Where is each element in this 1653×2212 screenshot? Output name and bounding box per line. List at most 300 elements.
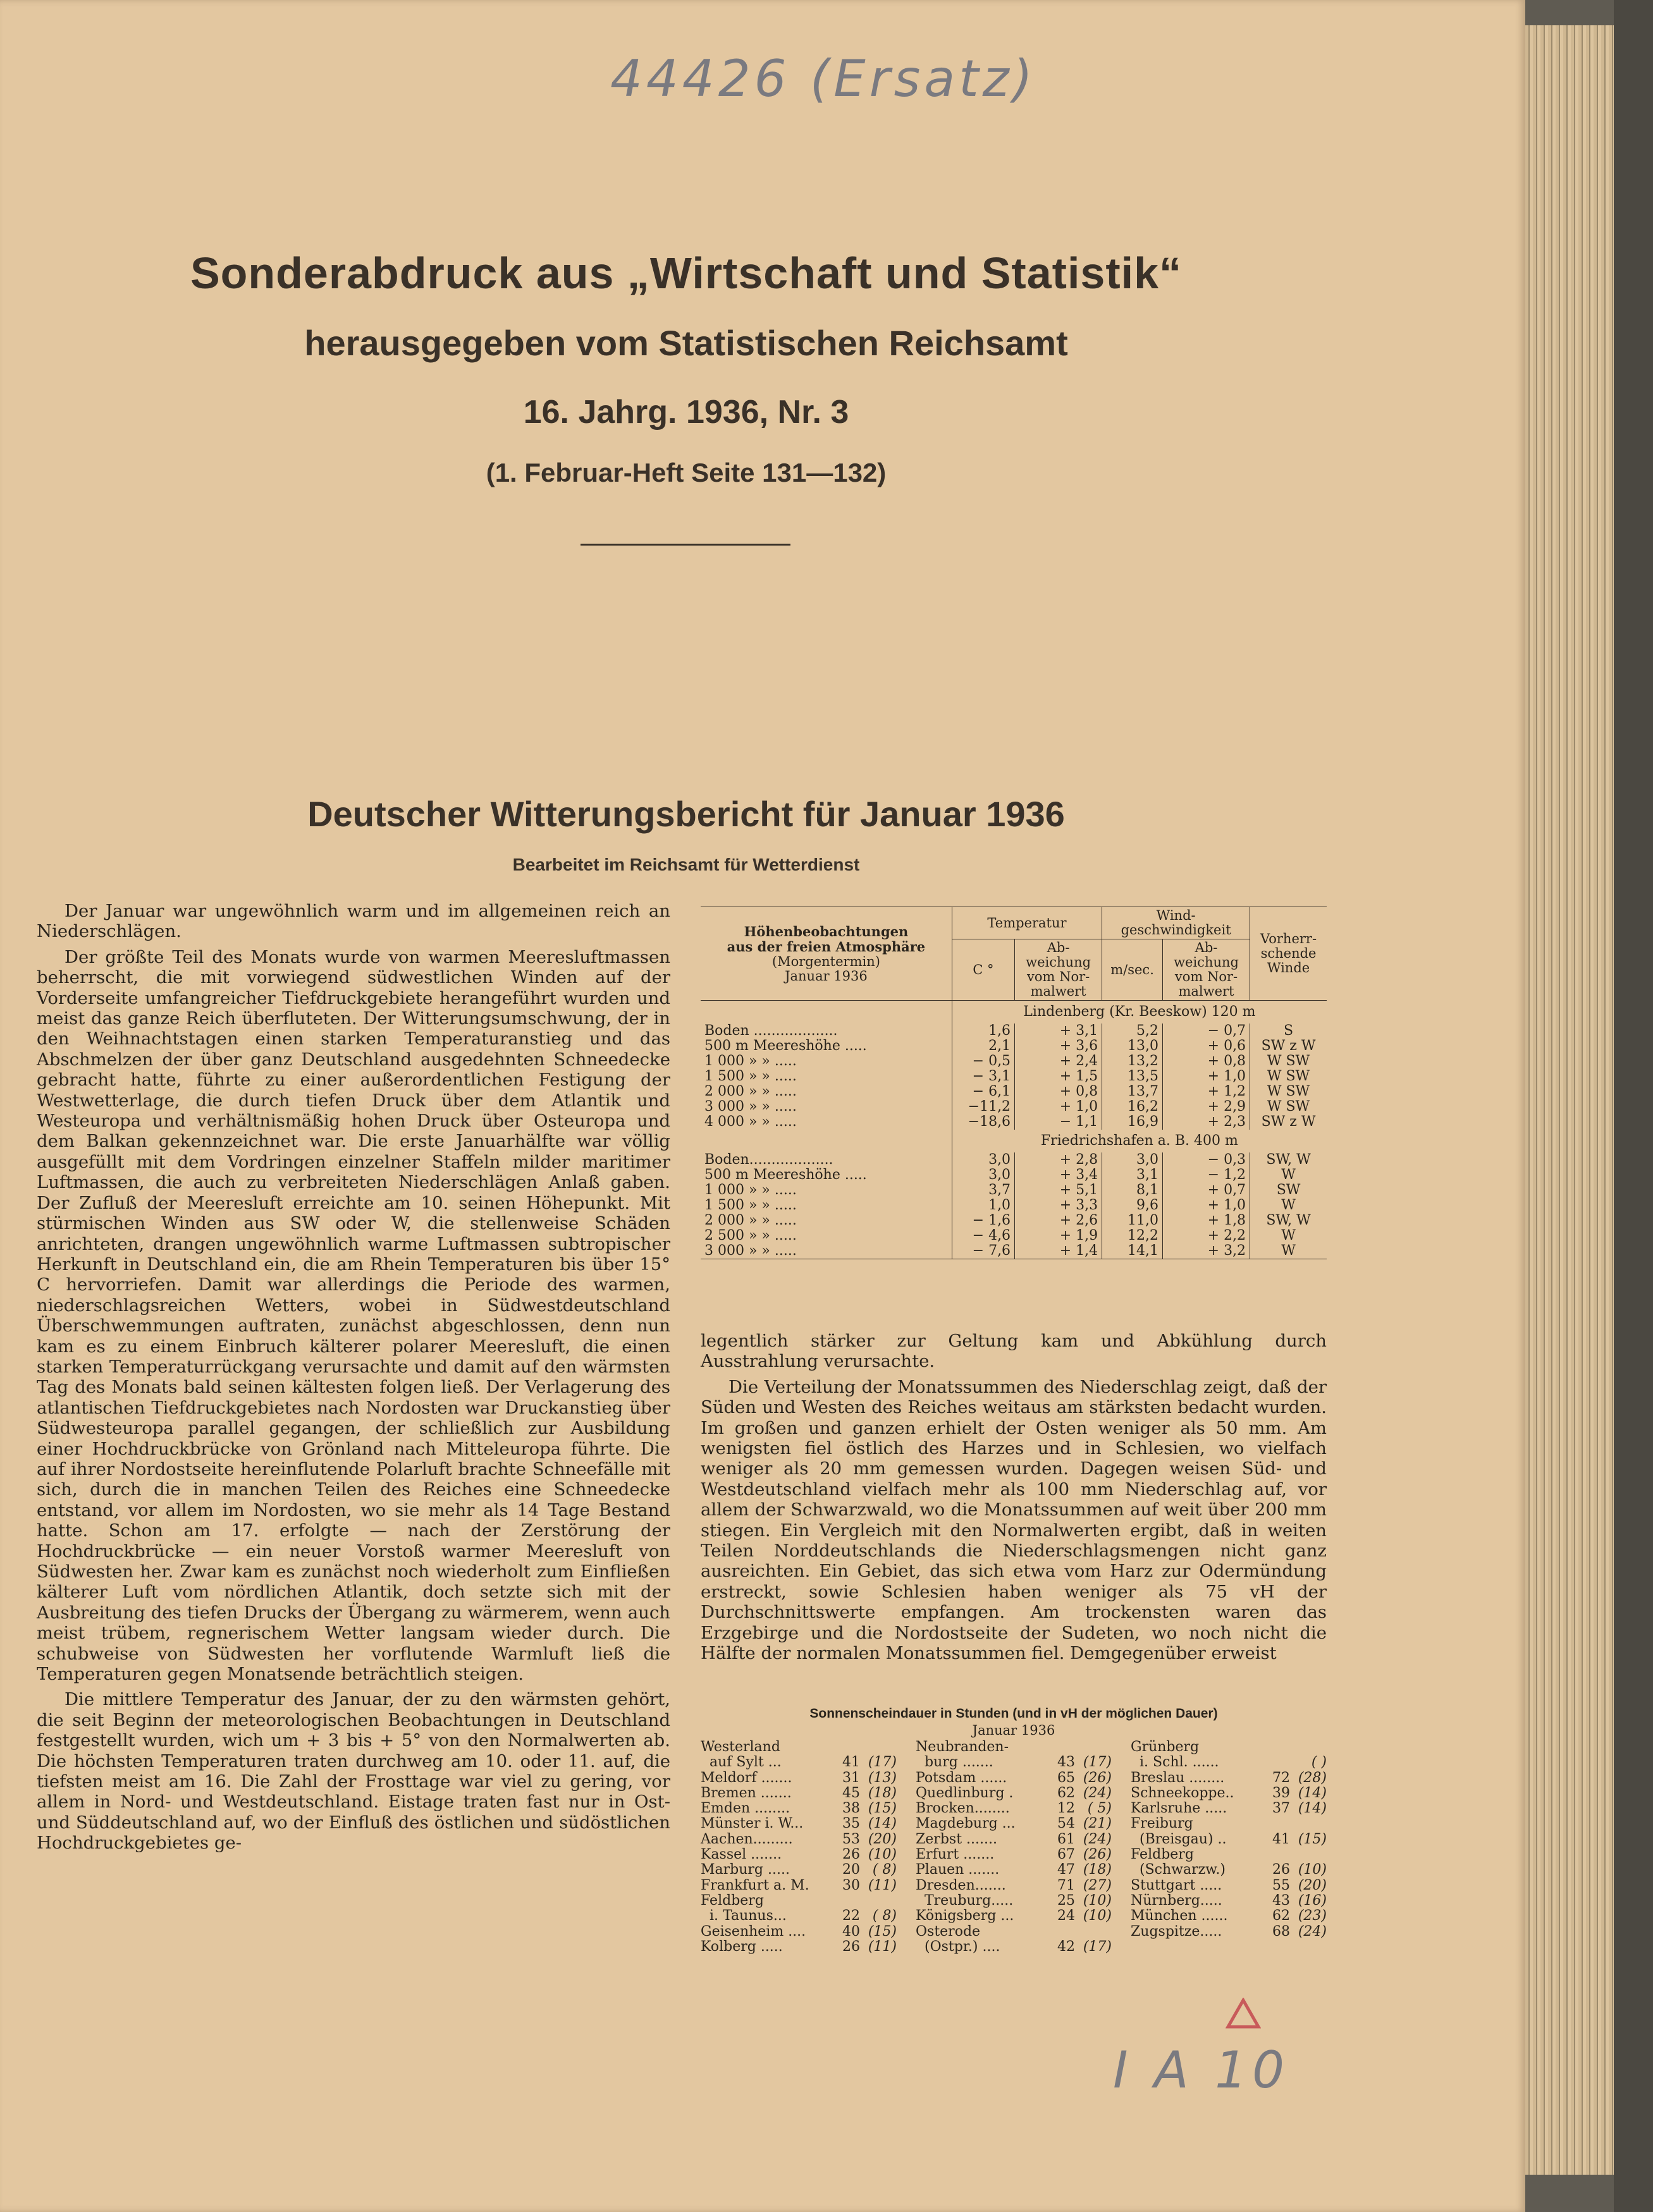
head-line: aus der freien Atmosphäre: [727, 938, 926, 955]
cell: + 5,1: [1015, 1183, 1102, 1198]
cell: + 2,8: [1015, 1152, 1102, 1168]
sunshine-row: [916, 1801, 1112, 1816]
sunshine-row: [701, 1878, 897, 1893]
head-line: Vorherr-: [1260, 931, 1317, 946]
sunshine-hours: 37: [1272, 1800, 1290, 1817]
table-row: [701, 1183, 1327, 1198]
sunshine-hours: 72: [1272, 1769, 1290, 1786]
sunshine-row: [1131, 1924, 1327, 1940]
cell: + 1,0: [1162, 1198, 1250, 1213]
paragraph: Der Januar war ungewöhnlich warm und im allgemeinen reich an Niederschlägen.: [37, 901, 670, 942]
sunshine-values: [1055, 1893, 1112, 1909]
table-row: [701, 1069, 1327, 1084]
cell: 2,1: [952, 1039, 1014, 1054]
table-row: [701, 1198, 1327, 1213]
cell: 3,0: [952, 1168, 1014, 1183]
cell: − 6,1: [952, 1084, 1014, 1099]
sunshine-percent: (20): [868, 1831, 897, 1847]
station-name: Schneekoppe..: [1131, 1785, 1234, 1801]
sunshine-values: [1055, 1924, 1112, 1940]
handwritten-catalog-number: 44426 (Ersatz): [610, 49, 1036, 108]
cell: + 0,7: [1162, 1183, 1250, 1198]
sunshine-row: [1131, 1878, 1327, 1893]
cell: + 3,3: [1015, 1198, 1102, 1213]
sunshine-percent: (11): [868, 1877, 897, 1893]
sunshine-column: [701, 1740, 897, 1955]
sunshine-percent: (20): [1298, 1877, 1327, 1893]
cell: + 1,8: [1162, 1213, 1250, 1228]
cell: + 2,2: [1162, 1228, 1250, 1243]
table-head-degrees: C °: [952, 939, 1014, 1001]
volume-heading: 16. Jahrg. 1936, Nr. 3: [523, 394, 849, 431]
table-row: [701, 1228, 1327, 1243]
station-name: Westerland: [701, 1739, 780, 1755]
sunshine-row: [701, 1893, 897, 1909]
sunshine-row: [701, 1847, 897, 1862]
sunshine-row: [701, 1786, 897, 1801]
sunshine-hours: 65: [1057, 1769, 1075, 1786]
sunshine-hours: 25: [1057, 1892, 1075, 1909]
table-head-temperature: Temperatur: [952, 907, 1102, 939]
sunshine-row: [916, 1740, 1112, 1755]
station-name: Osterode: [916, 1923, 981, 1940]
station-name: Freiburg: [1131, 1816, 1193, 1832]
left-text-column: [37, 901, 670, 1859]
sunshine-hours: 62: [1057, 1785, 1075, 1801]
sunshine-percent: (24): [1083, 1785, 1112, 1801]
table-row: [701, 1168, 1327, 1183]
sunshine-row: [1131, 1847, 1327, 1862]
upper-air-observations-table: [701, 907, 1327, 1259]
head-line: malwert: [1030, 984, 1086, 999]
sunshine-values: [1055, 1940, 1112, 1955]
cell: 500 m Meereshöhe .....: [704, 1038, 867, 1054]
sunshine-percent: (18): [1083, 1862, 1112, 1878]
sunshine-values: [1055, 1786, 1112, 1801]
head-line: weichung: [1026, 955, 1091, 970]
sunshine-row: [1131, 1740, 1327, 1755]
sunshine-values: [840, 1755, 897, 1770]
cell: 1,0: [952, 1198, 1014, 1213]
station-name: Kassel .......: [701, 1847, 782, 1863]
station-name: Kolberg .....: [701, 1938, 783, 1955]
cell: S: [1250, 1024, 1327, 1039]
cell: W SW: [1250, 1054, 1327, 1069]
sunshine-hours: 31: [842, 1769, 860, 1786]
sunshine-percent: (14): [1298, 1800, 1327, 1817]
cell: 2 000 » » .....: [704, 1213, 797, 1228]
sunshine-table: [701, 1706, 1327, 1955]
cell: 3,0: [952, 1152, 1014, 1168]
sunshine-row: [916, 1940, 1112, 1955]
sunshine-hours: 30: [842, 1877, 860, 1893]
head-line: schende: [1260, 946, 1317, 961]
sunshine-values: [1270, 1878, 1327, 1893]
station-name: Dresden.......: [916, 1877, 1006, 1893]
sunshine-percent: (18): [868, 1785, 897, 1801]
sunshine-percent: (21): [1083, 1816, 1112, 1832]
sunshine-percent: (16): [1298, 1892, 1327, 1909]
sunshine-percent: (26): [1083, 1847, 1112, 1863]
paragraph: Der größte Teil des Monats wurde von warmen Meeresluftmassen beherrscht, die mit vorwiegend südwestlichen Winden auf der Vorderseite umfangreicher Tiefdruckgebiete herangeführt wurden und meist das ganze Reich überfluteten. Der Witterungsumschwung, der in den Weihnachtstagen einen starken Temperaturanstieg und das Abschmelzen der über ganz Deutschland ausgedehnten Schneedecke gebracht hatte, führte zu einer außerordentlichen Festigung der Westwetterlage, die durch tiefen Druck über dem Atlantik und Westeuropa und verhältnismäßig hohen Druck über Osteuropa und dem Balkan gekennzeichnet war. Die erste Januarhälfte war völlig ausgefüllt mit dem Vordringen einzelner Staffeln milder maritimer Luftmassen, die auch zu verbreiteten Niederschlägen Anlaß gaben. Der Zufluß der Meeresluft erreichte am 10. seinen Höhepunkt. Mit stürmischen Winden aus SW oder W, die stellenweise Schäden anrichteten, drangen ungewöhnlich warme Luftmassen subtropischer Herkunft in Deutschland ein, die am Rhein Temperaturen bis über 15° C hervorriefen. Damit war allerdings die Periode des warmen, niederschlagsreichen Wetters, wobei in Südwestdeutschland Überschwemmungen auftraten, zunächst abgeschlossen, denn nun kam es zu einem Einbruch kälterer polarer Meeresluft, die einen starken Temperaturrückgang verursachte und damit auf den wärmsten Tag des Monats bald seinen kältesten folgen ließ. Der Verlagerung des atlantischen Tiefdruckgebietes nach Nordosten war Druckanstieg über Südwesteuropa parallel gegangen, der schließlich zur Ausbildung einer Hochdruckbrücke von Grönland nach Mitteleuropa führte. Die auf ihrer Nordostseite hereinflutende Polarluft brachte Schneefälle mit sich, durch die in manchen Teilen des Reiches eine Schneedecke entstand, vor allem im Nordosten, wo sie mehr als 14 Tage Bestand hatte. Schon am 17. erfolgte — nach der Zerstörung der Hochdruckbrücke — ein neuer Vorstoß warmer Meeresluft von Südwesten her. Zwar kam es zunächst noch wiederholt zum Einfließen kälterer Luft vom nördlichen Atlantik, doch setzte sich mit der Ausbreitung des tiefen Drucks der Übergang zu wärmerem, wenn auch meist trübem, regnerischem Wetter langsam wieder durch. Die schubweise von Südwesten her vorflutende Warmluft ließ die Temperaturen gegen Monatsende beträchtlich steigen.: [37, 946, 670, 1685]
sunshine-hours: 67: [1057, 1847, 1075, 1863]
station-name: Geisenheim ....: [701, 1923, 806, 1940]
station-name: Stuttgart .....: [1131, 1877, 1222, 1893]
station-name: Brocken........: [916, 1800, 1010, 1817]
station-name: Zerbst .......: [916, 1831, 997, 1847]
cell: 2 000 » » .....: [704, 1084, 797, 1099]
sunshine-row: [1131, 1801, 1327, 1816]
red-triangle-mark: [1226, 1998, 1261, 2029]
sunshine-values: [1055, 1801, 1112, 1816]
station-name: (Breisgau) ..: [1131, 1831, 1227, 1847]
cell: Boden...................: [704, 1152, 833, 1168]
cell: 5,2: [1102, 1024, 1163, 1039]
page-edges: [1525, 25, 1614, 2175]
station-heading: Lindenberg (Kr. Beeskow) 120 m: [952, 1001, 1327, 1024]
station-name: Neubranden-: [916, 1739, 1009, 1755]
sunshine-row: [701, 1924, 897, 1940]
sunshine-percent: (11): [868, 1938, 897, 1955]
station-name: Nürnberg.....: [1131, 1892, 1222, 1909]
sunshine-values: [1055, 1909, 1112, 1924]
cell: W SW: [1250, 1084, 1327, 1099]
sunshine-values: [1270, 1847, 1327, 1862]
station-name: Treuburg.....: [916, 1892, 1014, 1909]
paragraph: legentlich stärker zur Geltung kam und Abkühlung durch Ausstrahlung verursachte.: [701, 1331, 1327, 1372]
station-name: Frankfurt a. M.: [701, 1877, 809, 1893]
sunshine-row: [916, 1878, 1112, 1893]
sunshine-row: [701, 1862, 897, 1878]
cell: 9,6: [1102, 1198, 1163, 1213]
cell: + 1,2: [1162, 1084, 1250, 1099]
cell: 12,2: [1102, 1228, 1163, 1243]
sunshine-row: [701, 1816, 897, 1831]
sunshine-hours: 41: [842, 1754, 860, 1771]
cell: 500 m Meereshöhe .....: [704, 1167, 867, 1183]
cell: + 0,6: [1162, 1039, 1250, 1054]
sunshine-row: [1131, 1755, 1327, 1770]
station-name: Emden ........: [701, 1800, 790, 1817]
sunshine-percent: (24): [1083, 1831, 1112, 1847]
sunshine-percent: (15): [1298, 1831, 1327, 1847]
table-row: [701, 1213, 1327, 1228]
sunshine-percent: (15): [868, 1800, 897, 1817]
station-name: Feldberg: [1131, 1847, 1194, 1863]
station-name: Münster i. W...: [701, 1816, 804, 1832]
sunshine-percent: (10): [1298, 1862, 1327, 1878]
sunshine-values: [1055, 1740, 1112, 1755]
station-name: i. Taunus...: [701, 1908, 787, 1924]
table-row: [701, 1039, 1327, 1054]
cell: − 1,1: [1015, 1115, 1102, 1130]
sunshine-row: [916, 1755, 1112, 1770]
table-head-wind: [1102, 907, 1250, 939]
right-text-column: [701, 1331, 1327, 1669]
sunshine-values: [840, 1740, 897, 1755]
sunshine-values: [840, 1801, 897, 1816]
cell: SW: [1250, 1183, 1327, 1198]
station-heading: Friedrichshafen a. B. 400 m: [952, 1130, 1327, 1152]
book-binding: [1614, 0, 1653, 2212]
sunshine-values: [1055, 1847, 1112, 1862]
cell: 2 500 » » .....: [704, 1228, 797, 1243]
station-name: Bremen .......: [701, 1785, 792, 1801]
sunshine-percent: (15): [868, 1923, 897, 1940]
head-line: (Morgentermin): [771, 953, 880, 969]
sunshine-subtitle: Januar 1936: [972, 1723, 1055, 1738]
station-name: Magdeburg ...: [916, 1816, 1016, 1832]
cell: Boden ...................: [704, 1023, 838, 1039]
sunshine-percent: (23): [1298, 1908, 1327, 1924]
sunshine-row: [701, 1740, 897, 1755]
station-name: Breslau ........: [1131, 1769, 1225, 1786]
table-row: [701, 1024, 1327, 1039]
cell: + 2,3: [1162, 1115, 1250, 1130]
station-name: Königsberg ...: [916, 1908, 1014, 1924]
sunshine-hours: 40: [842, 1923, 860, 1940]
sunshine-row: [916, 1832, 1112, 1847]
reprint-heading: Sonderabdruck aus „Wirtschaft und Statistik“: [190, 248, 1183, 298]
table-row: [701, 1054, 1327, 1069]
publisher-heading: herausgegeben vom Statistischen Reichsamt: [304, 323, 1068, 363]
handwritten-shelf-mark: I A 10: [1113, 2041, 1289, 2099]
station-name: Plauen .......: [916, 1862, 1000, 1878]
sunshine-values: [1270, 1909, 1327, 1924]
sunshine-hours: 45: [842, 1785, 860, 1801]
article-title: Deutscher Witterungsbericht für Januar 1936: [307, 794, 1065, 834]
cell: − 1,6: [952, 1213, 1014, 1228]
station-name: i. Schl. ......: [1131, 1754, 1219, 1771]
cell: 3 000 » » .....: [704, 1243, 797, 1259]
table-head-deviation: [1162, 939, 1250, 1001]
sunshine-row: [701, 1801, 897, 1816]
paragraph: Die Verteilung der Monatssummen des Niederschlag zeigt, daß der Süden und Westen des Reiches weitaus am stärksten bedacht wurden. Im großen und ganzen erhielt der Osten weniger als 50 mm. Am wenigsten fiel östlich des Harzes und in Schlesien, wo vielfach weniger als 20 mm gemessen wurden. Dagegen weisen Süd- und Westdeutschland vielfach mehr als 100 mm Niederschlag auf, vor allem der Schwarzwald, wo die Monatssummen auf weit über 200 mm stiegen. Ein Vergleich mit den Normalwerten ergibt, daß in weiten Teilen Norddeutschlands die Niederschlagsmengen nicht ganz ausreichten. Ein Gebiet, das sich etwa vom Harz zur Odermündung erstreckt, sowie Schlesien haben weniger als 75 vH der Durchschnittswerte empfangen. Am trockensten waren das Erzgebirge und die Nordostseite der Sudeten, wo noch nicht die Hälfte der normalen Monatssummen fiel. Demgegenüber erweist: [701, 1376, 1327, 1664]
table-row: [701, 1115, 1327, 1130]
cell: 3,0: [1102, 1152, 1163, 1168]
sunshine-row: [1131, 1862, 1327, 1878]
sunshine-hours: 39: [1272, 1785, 1290, 1801]
cell: + 0,8: [1015, 1084, 1102, 1099]
sunshine-values: [840, 1893, 897, 1909]
cell: − 0,3: [1162, 1152, 1250, 1168]
sunshine-values: [1055, 1816, 1112, 1831]
cell: 3,7: [952, 1183, 1014, 1198]
sunshine-percent: ( 8): [872, 1862, 897, 1878]
cell: −11,2: [952, 1099, 1014, 1115]
sunshine-values: [840, 1924, 897, 1940]
cell: 1 000 » » .....: [704, 1182, 797, 1198]
cell: 16,2: [1102, 1099, 1163, 1115]
sunshine-row: [916, 1909, 1112, 1924]
cell: + 3,1: [1015, 1024, 1102, 1039]
station-name: Karlsruhe .....: [1131, 1800, 1227, 1817]
sunshine-row: [916, 1924, 1112, 1940]
sunshine-hours: 12: [1057, 1800, 1075, 1817]
sunshine-percent: (13): [868, 1769, 897, 1786]
sunshine-values: [840, 1862, 897, 1878]
cell: 8,1: [1102, 1183, 1163, 1198]
station-name: Marburg .....: [701, 1862, 790, 1878]
sunshine-percent: (14): [1298, 1785, 1327, 1801]
issue-pages-heading: (1. Februar-Heft Seite 131—132): [486, 458, 887, 487]
sunshine-hours: 24: [1057, 1908, 1075, 1924]
cell: 1,6: [952, 1024, 1014, 1039]
cell: − 3,1: [952, 1069, 1014, 1084]
sunshine-hours: 62: [1272, 1908, 1290, 1924]
cell: + 2,6: [1015, 1213, 1102, 1228]
cell: − 0,5: [952, 1054, 1014, 1069]
station-name: Grünberg: [1131, 1739, 1200, 1755]
sunshine-percent: (10): [868, 1847, 897, 1863]
sunshine-hours: 47: [1057, 1862, 1075, 1878]
head-line: geschwindigkeit: [1121, 922, 1231, 938]
sunshine-values: [1055, 1832, 1112, 1847]
sunshine-values: [840, 1909, 897, 1924]
head-line: Höhenbeobachtungen: [744, 923, 909, 939]
sunshine-hours: 53: [842, 1831, 860, 1847]
sunshine-percent: (26): [1083, 1769, 1112, 1786]
sunshine-hours: 41: [1272, 1831, 1290, 1847]
sunshine-row: [701, 1940, 897, 1955]
sunshine-row: [701, 1771, 897, 1786]
cell: + 2,9: [1162, 1099, 1250, 1115]
sunshine-percent: (10): [1083, 1892, 1112, 1909]
cell: 3 000 » » .....: [704, 1099, 797, 1115]
cell: + 1,0: [1015, 1099, 1102, 1115]
sunshine-percent: (17): [1083, 1938, 1112, 1955]
sunshine-hours: 22: [842, 1908, 860, 1924]
station-name: (Schwarzw.): [1131, 1862, 1226, 1878]
sunshine-row: [1131, 1771, 1327, 1786]
station-name: Aachen.........: [701, 1831, 793, 1847]
cell: −18,6: [952, 1115, 1014, 1130]
sunshine-hours: 26: [1272, 1862, 1290, 1878]
sunshine-percent: (17): [868, 1754, 897, 1771]
cell: − 7,6: [952, 1243, 1014, 1259]
cell: W: [1250, 1168, 1327, 1183]
sunshine-hours: 35: [842, 1816, 860, 1832]
cell: 16,9: [1102, 1115, 1163, 1130]
table-head-speed: m/sec.: [1102, 939, 1163, 1001]
sunshine-hours: 55: [1272, 1877, 1290, 1893]
sunshine-values: [1055, 1862, 1112, 1878]
head-line: Winde: [1267, 960, 1310, 975]
head-line: Wind-: [1156, 908, 1196, 923]
cell: 13,2: [1102, 1054, 1163, 1069]
head-line: Ab-: [1195, 940, 1218, 955]
sunshine-values: [1055, 1755, 1112, 1770]
cell: 1 500 » » .....: [704, 1197, 797, 1213]
station-name: Zugspitze.....: [1131, 1923, 1222, 1940]
sunshine-hours: 61: [1057, 1831, 1075, 1847]
sunshine-values: [1270, 1832, 1327, 1847]
sunshine-row: [916, 1786, 1112, 1801]
cell: 1 000 » » .....: [704, 1053, 797, 1069]
cell: + 1,9: [1015, 1228, 1102, 1243]
sunshine-row: [1131, 1893, 1327, 1909]
cell: 3,1: [1102, 1168, 1163, 1183]
table-row: [701, 1084, 1327, 1099]
cell: W: [1250, 1198, 1327, 1213]
cell: 1 500 » » .....: [704, 1068, 797, 1084]
sunshine-percent: ( 5): [1087, 1800, 1112, 1817]
sunshine-values: [840, 1940, 897, 1955]
sunshine-column: [916, 1740, 1112, 1955]
sunshine-row: [701, 1755, 897, 1770]
cell: SW, W: [1250, 1152, 1327, 1168]
sunshine-values: [1270, 1755, 1327, 1770]
cell: W SW: [1250, 1069, 1327, 1084]
sunshine-row: [916, 1862, 1112, 1878]
table-row: [701, 1099, 1327, 1115]
table-row: [701, 1152, 1327, 1168]
sunshine-hours: 43: [1057, 1754, 1075, 1771]
table-head-prevailing-winds: [1250, 907, 1327, 1001]
sunshine-hours: 54: [1057, 1816, 1075, 1832]
sunshine-values: [840, 1847, 897, 1862]
cell: 4 000 » » .....: [704, 1114, 797, 1130]
sunshine-values: [840, 1816, 897, 1831]
sunshine-values: [1270, 1924, 1327, 1940]
cell: + 3,4: [1015, 1168, 1102, 1183]
cell: [701, 1001, 952, 1024]
sunshine-columns: [701, 1740, 1327, 1955]
sunshine-values: [1270, 1862, 1327, 1878]
cell: [701, 1130, 952, 1152]
paragraph: Die mittlere Temperatur des Januar, der zu den wärmsten gehört, die seit Beginn der meteorologischen Beobachtungen in Deutschland festgestellt wurden, wich um + 3 bis + 5° von den Normalwerten ab. Die höchsten Temperaturen traten durchweg am 10. oder 11. auf, die tiefsten meist am 16. Die Zahl der Frosttage war viel zu gering, vor allem in Nord- und Westdeutschland. Eistage traten fast nur in Ost- und Süddeutschland auf, wo der Einfluß des östlichen und südöstlichen Hochdruckgebietes ge-: [37, 1689, 670, 1854]
sunshine-row: [1131, 1909, 1327, 1924]
sunshine-hours: 26: [842, 1847, 860, 1863]
station-name: Quedlinburg .: [916, 1785, 1014, 1801]
sunshine-hours: 26: [842, 1938, 860, 1955]
sunshine-row: [916, 1771, 1112, 1786]
sunshine-percent: ( ): [1311, 1754, 1327, 1771]
station-name: auf Sylt ...: [701, 1754, 782, 1771]
sunshine-row: [701, 1832, 897, 1847]
cell: W SW: [1250, 1099, 1327, 1115]
sunshine-values: [1270, 1816, 1327, 1831]
sunshine-values: [1055, 1771, 1112, 1786]
cell: + 0,8: [1162, 1054, 1250, 1069]
cell: − 1,2: [1162, 1168, 1250, 1183]
station-name: München ......: [1131, 1908, 1228, 1924]
sunshine-values: [840, 1832, 897, 1847]
sunshine-row: [916, 1816, 1112, 1831]
sunshine-column: [1131, 1740, 1327, 1955]
sunshine-percent: (10): [1083, 1908, 1112, 1924]
sunshine-values: [1270, 1771, 1327, 1786]
sunshine-percent: (17): [1083, 1754, 1112, 1771]
sunshine-values: [1270, 1893, 1327, 1909]
sunshine-hours: 43: [1272, 1892, 1290, 1909]
sunshine-hours: 38: [842, 1800, 860, 1817]
station-name: Feldberg: [701, 1892, 764, 1909]
article-subtitle: Bearbeitet im Reichsamt für Wetterdienst: [512, 855, 860, 874]
cell: 13,0: [1102, 1039, 1163, 1054]
head-line: Ab-: [1047, 940, 1070, 955]
sunshine-values: [1055, 1878, 1112, 1893]
sunshine-row: [1131, 1832, 1327, 1847]
head-line: malwert: [1178, 984, 1234, 999]
sunshine-values: [1270, 1786, 1327, 1801]
head-line: vom Nor-: [1026, 969, 1090, 984]
sunshine-values: [840, 1878, 897, 1893]
sunshine-hours: 71: [1057, 1877, 1075, 1893]
cell: 14,1: [1102, 1243, 1163, 1259]
sunshine-percent: ( 8): [872, 1908, 897, 1924]
sunshine-title: Sonnenscheindauer in Stunden (und in vH der möglichen Dauer): [809, 1706, 1218, 1721]
